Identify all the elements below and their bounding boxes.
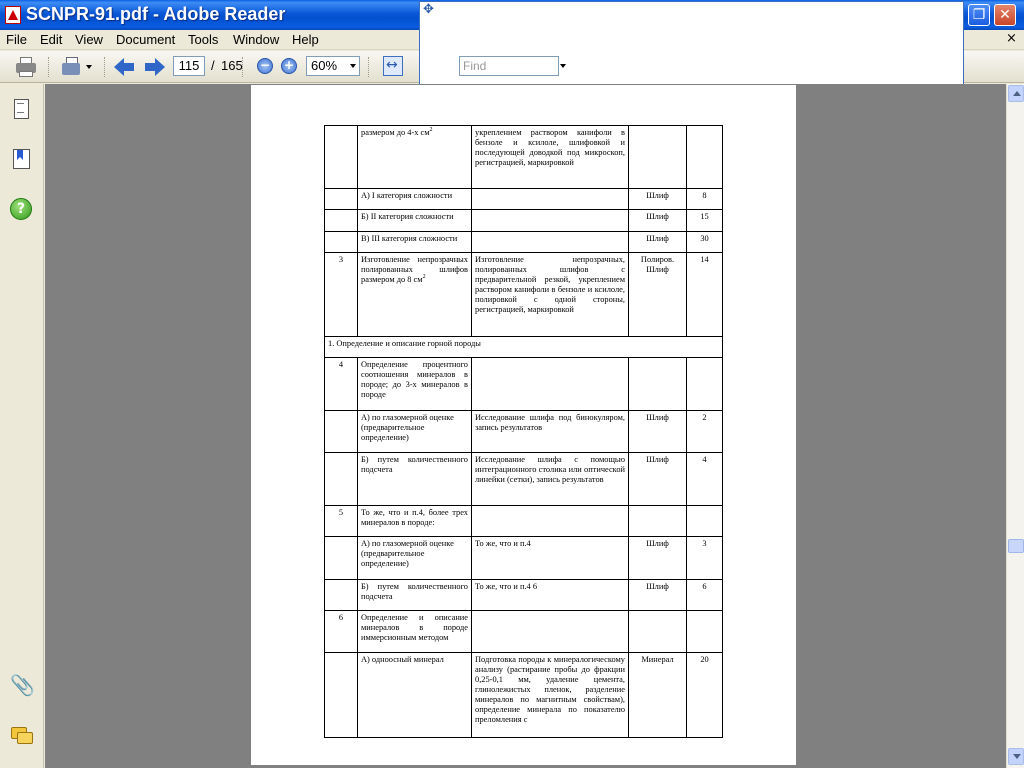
menu-document[interactable]: Document [116,32,176,47]
comments-icon[interactable] [10,724,32,746]
maximize-button[interactable]: ❐ [968,4,990,26]
table-cell: 3 [325,253,358,337]
section-heading: 1. Определение и описание горной породы [325,337,723,358]
zoom-value: 60% [311,58,338,73]
pages-icon[interactable] [10,98,32,120]
zoom-in-icon[interactable]: + [281,58,297,74]
table-cell: В) III категория сложности [358,232,472,253]
zoom-out-icon[interactable]: − [257,58,273,74]
navigation-pane [0,84,44,768]
table-cell: 20 [687,653,723,738]
previous-page-icon[interactable] [112,55,136,79]
table-row [325,411,723,453]
table-cell: 5 [325,506,358,537]
table-row [325,580,723,611]
toolbar-separator [104,57,106,77]
scroll-down-icon[interactable] [1008,748,1024,765]
table-cell: размером до 4-х $см^2$ [358,126,472,189]
next-page-icon[interactable] [143,55,167,79]
page-separator: / [211,58,215,73]
table-row [325,653,723,738]
table-cell: Определение процентного соотношения минералов в породе; до 3-х минералов в породе [358,358,472,411]
attachments-icon[interactable]: 📎 [10,673,35,697]
table-cell: 4 [687,453,723,506]
table-cell: Подготовка породы к минералогическому анализу (растирание пробы до фракции 0,25-0,1 мм, удаление цемента, глинолежистых пленок, разделение минералов по магнитным свойствам), определение минерала по показателю преломления с [472,653,629,738]
adobe-reader-icon [5,6,21,24]
table-cell: Шлиф [629,210,687,232]
table-cell: 4 [325,358,358,411]
table-cell: Шлиф [629,232,687,253]
table-cell: 30 [687,232,723,253]
table-row [325,506,723,537]
tools-icon[interactable] [60,55,94,79]
scrollbar-thumb[interactable] [1008,539,1024,553]
table-cell: А) по глазомерной оценке (предварительное определение) [358,411,472,453]
zoom-select[interactable] [306,56,360,76]
table-cell: 6 [325,611,358,653]
close-button[interactable]: ✕ [994,4,1016,26]
table-row [325,358,723,411]
menu-window[interactable]: Window [233,32,280,47]
table-cell: Исследование шлифа с помощью интеграционного столика или оптической линейки (сетки), запись результатов [472,453,629,506]
find-dropdown-icon[interactable] [560,64,566,68]
table-cell: укреплением раствором канифоли в бензоле и ксилоле, шлифовкой и последующей доводкой под микроскоп, регистрацией, маркировкой [472,126,629,189]
window-title: SCNPR-91.pdf - Adobe Reader [26,4,286,24]
menu-edit[interactable]: Edit [40,32,63,47]
table-cell: А) по глазомерной оценке (предварительное определение) [358,537,472,580]
table-cell: Изготовление непрозрачных, полированных шлифов с предварительной резкой, укреплением раствором канифоли в бензоле и ксилоле, полировкой с одной стороны, регистрацией, маркировкой [472,253,629,337]
help-icon[interactable]: ? [10,198,32,220]
document-area[interactable] [45,84,1006,768]
table-row [325,611,723,653]
print-icon[interactable] [14,55,38,79]
table-cell: 14 [687,253,723,337]
table-cell: Определение и описание минералов в породе иммерсионным методом [358,611,472,653]
page-number-input[interactable]: 115 [173,56,205,76]
table-cell: 15 [687,210,723,232]
table-cell: А) I категория сложности [358,189,472,210]
table-cell: Шлиф [629,580,687,611]
table-cell: Шлиф [629,411,687,453]
toolbar-separator [48,57,50,77]
fit-width-icon[interactable] [383,56,403,76]
table-row [325,189,723,210]
table-cell: Б) путем количественного подсчета [358,580,472,611]
table-row [325,337,723,358]
table-row [325,537,723,580]
document-close-icon[interactable]: × [1006,31,1017,46]
menu-help[interactable]: Help [292,32,319,47]
pdf-page [251,85,796,765]
page-total: 165 [221,58,243,73]
table-cell: Изготовление непрозрачных полированных шлифов размером до 8 $см^2$ [358,253,472,337]
table-row [325,210,723,232]
table-cell: 8 [687,189,723,210]
table-row [325,126,723,189]
toolbar-separator [368,57,370,77]
table-cell: А) одноосный минерал [358,653,472,738]
find-input[interactable]: Find [459,56,559,76]
table-cell: Полиров. Шлиф [629,253,687,337]
table-cell: Исследование шлифа под бинокуляром, запись результатов [472,411,629,453]
chevron-down-icon[interactable] [350,64,356,68]
table-row [325,232,723,253]
table-row [325,453,723,506]
table-cell: Минерал [629,653,687,738]
scroll-up-icon[interactable] [1008,85,1024,102]
table-cell: То же, что и п.4, более трех минералов в породе: [358,506,472,537]
document-table [324,125,723,738]
table-cell: 6 [687,580,723,611]
table-row [325,253,723,337]
vertical-scrollbar[interactable] [1006,84,1024,768]
table-cell: 2 [687,411,723,453]
table-cell: Б) путем количественного подсчета [358,453,472,506]
table-cell: То же, что и п.4 [472,537,629,580]
table-cell: Б) II категория сложности [358,210,472,232]
table-cell: То же, что и п.4 6 [472,580,629,611]
menu-tools[interactable]: Tools [188,32,219,47]
table-cell: Шлиф [629,453,687,506]
bookmarks-icon[interactable] [10,148,32,170]
table-cell: Шлиф [629,189,687,210]
menu-file[interactable]: File [6,32,27,47]
menu-view[interactable]: View [75,32,103,47]
table-cell: Шлиф [629,537,687,580]
table-cell: 3 [687,537,723,580]
